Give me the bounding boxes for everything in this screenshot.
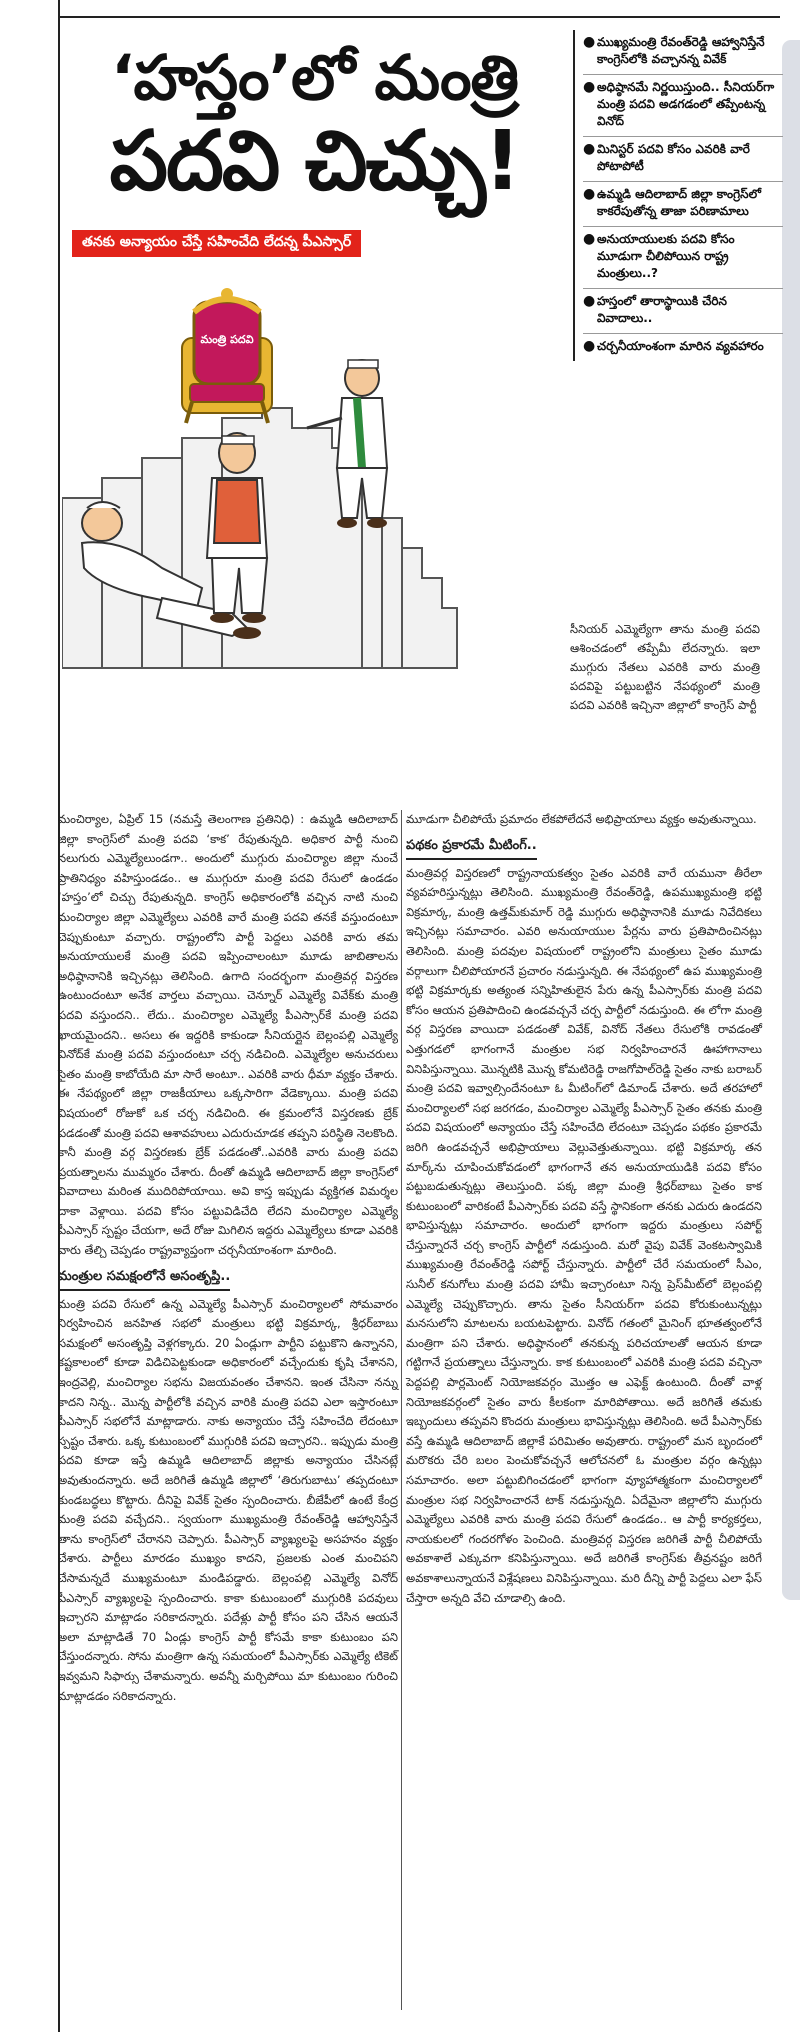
highlight-item: [583, 182, 783, 227]
highlight-item: [583, 289, 783, 334]
highlights-sidebar: [573, 30, 783, 361]
highlight-text: హస్తంలో తారాస్థాయికి చేరిన వివాదాలు..: [597, 294, 727, 325]
headline-line-1: ‘హస్తం’లో మంత్రి: [110, 41, 519, 114]
bullet-icon: ●: [583, 34, 596, 50]
headline-line-2: పదవి చిచ్చు!: [109, 114, 520, 209]
page-edge: [782, 40, 800, 1600]
subheading: మంత్రుల సమక్షంలోనే అసంతృప్తి..: [58, 1267, 230, 1291]
cartoon-illustration: [62, 268, 562, 776]
bullet-icon: ●: [583, 231, 596, 247]
bullet-icon: ●: [583, 79, 596, 95]
article-column-1: [58, 810, 398, 1706]
highlight-item: [583, 75, 783, 137]
highlight-text: అనుయాయులకు పదవి కోసం మూడుగా చీలిపోయిన రాష్ట్ర మంత్రులు..?: [597, 232, 735, 280]
column-divider: [401, 810, 402, 2010]
highlight-text: అధిష్ఠానమే నిర్ణయిస్తుంది.. సీనియర్‌గా మంత్రి పదవి అడగడంలో తప్పేంటన్న వినోద్: [597, 80, 775, 128]
highlight-text: చర్చనీయాంశంగా మారిన వ్యవహారం: [597, 339, 764, 353]
bullet-icon: ●: [583, 141, 596, 157]
tagline-banner: తనకు అన్యాయం చేస్తే సహించేది లేదన్న పీఎస్సార్: [72, 230, 361, 257]
highlight-item: [583, 137, 783, 182]
throne-icon: [182, 288, 272, 423]
paragraph: మంత్రి పదవి రేసులో ఉన్న ఎమ్మెల్యే పీఎస్సార్ మంచిర్యాలలో సోమవారం నిర్వహించిన జనహిత సభలో మంత్రులు భట్టి విక్రమార్క, శ్రీధర్‌బాబు సమక్షంలో అసంతృప్తి వెళ్లగక్కారు. 20 ఏండ్లుగా పార్టీని పట్టుకొని ఉన్నానని, కష్టకాలంలో కూడా విడిచిపెట్టకుండా అధికారంలో వచ్చేందుకు కృషి చేశానని, ఇంద్రవెల్లి, మంచిర్యాల సభను విజయవంతం చేశానని. ఇంత చేసినా నన్ను కాదని నిన్న.. మొన్న పార్టీలోకి వచ్చిన వారికి మంత్రి పదవి ఎలా ఇస్తారంటూ పీఎస్సార్ సభలోనే మాట్లాడారు. నాకు అన్యాయం చేస్తే సహించేది లేదంటూ స్పష్టం చేశారు. ఒక్క కుటుంబంలో ముగ్గురికి పదవి ఇచ్చారని.. ఇప్పుడు మంత్రి పదవి కూడా ఇస్తే ఉమ్మడి ఆదిలాబాద్ జిల్లాకు అన్యాయం చేసినట్లే అవుతుందన్నారు. అదే జరిగితే ఉమ్మడి జిల్లాలో ‘తిరుగుబాటు’ తప్పదంటూ కుండబద్ధలు కొట్టారు. దీనిపై వివేక్ సైతం స్పందించారు. బీజేపీలో ఉంటే కేంద్ర మంత్రి పదవి వచ్చేదని.. స్వయంగా ముఖ్యమంత్రి రేవంత్‌రెడ్డి ఆహ్వానిస్తేనే తాను కాంగ్రెస్‌లో చేరానని చెప్పారు. పీఎస్సార్ వ్యాఖ్యలపై అసహనం వ్యక్తం చేశారు. పార్టీలు మారడం ముఖ్యం కాదని, ప్రజలకు ఎంత మంచిపని చేసామన్నదే ముఖ్యమంటూ మండిపడ్డారు. బెల్లంపల్లి ఎమ్మెల్యే వినోద్ పీఎస్సార్ వ్యాఖ్యలపై స్పందించారు. కాకా కుటుంబంలో ముగ్గురికి పదవులు ఇచ్చారని మాట్లాడం సరికాదన్నారు. పదేళ్లు పార్టీ కోసం పని చేసిన ఆయనే అలా మాట్లాడితే 70 ఏండ్లు కాంగ్రెస్ పార్టీ కోసమే కాకా కుటుంబం పని చేస్తుందన్నారు. సోను మంత్రిగా ఉన్న సమయంలో పీఎస్సార్‌కు ఎమ్మెల్యే టికెట్ ఇవ్వమని సిఫార్సు చేశామన్నారు. అవన్నీ మర్చిపోయి మా కుటుంబం గురించి మాట్లాడడం సరికాదన్నారు.: [58, 1296, 398, 1703]
highlight-text: ఉమ్మడి ఆదిలాబాద్ జిల్లా కాంగ్రెస్‌లో కాకరేపుతోన్న తాజా పరిణామాలు: [597, 187, 761, 218]
paragraph: మంత్రివర్గ విస్తరణలో రాష్ట్రనాయకత్వం సైతం ఎవరికి వారే యమునా తీరేలా వ్యవహరిస్తున్నట్లు తెలిసింది. ముఖ్యమంత్రి రేవంత్‌రెడ్డి, ఉపముఖ్యమంత్రి భట్టి విక్రమార్క, మంత్రి ఉత్తమ్‌కుమార్ రెడ్డి ముగ్గురు అధిష్ఠానానికి మూడు నివేదికలు ఇచ్చినట్లు సమాచారం. ఎవరి అనుయాయుల పేర్లను వారు ప్రతిపాదించినట్లు తెలిసింది. మంత్రి పదవుల విషయంలో రాష్ట్రంలోని మంత్రులు సైతం మూడు వర్గాలుగా చీలిపోయారనే ప్రచారం నడుస్తున్నది. ఈ నేపథ్యంలో ఉప ముఖ్యమంత్రి భట్టి విక్రమార్కకు అత్యంత సన్నిహితులైన పేరు ఉన్న పీఎస్సార్‌కు మంత్రి పదవి కోసం ఆయన ప్రతిపాదించి ఉండవచ్చనే చర్చ పార్టీలో నడుస్తుంది. ఈ లోగా మంత్రి వర్గ విస్తరణ వాయిదా పడడంతో వివేక్, వినోద్ నేతలు రేసులోకి రావడంతో ఎత్తుగడలో భాగంగానే మంత్రుల సభ నిర్వహించారనే ఊహాగానాలు వినిపిస్తున్నాయి. మొన్నటికి మొన్న కోమటిరెడ్డి రాజగోపాల్‌రెడ్డి సైతం నాకు బరాబర్ మంత్రి పదవి ఇవ్వాల్సిందేనంటూ ఓ మీటింగ్‌లో డిమాండ్ చేశారు. అదే తరహాలో మంచిర్యాలలో సభ జరగడం, మంచిర్యాల ఎమ్మెల్యే పీఎస్సార్ సైతం తనకు మంత్రి పదవి విషయంలో అన్యాయం చేస్తే సహించేది లేదంటూ చెప్పడం పథకం ప్రకారమే జరిగి ఉండవచ్చనే అభిప్రాయాలు వెల్లువెత్తుతున్నాయి. భట్టి విక్రమార్క తన మార్క్‌ను చూపించుకోవడంలో భాగంగానే తన అనుయాయుడికి పదవి కోసం పట్టుబడుతున్నట్లు తెలుస్తుంది. పక్క జిల్లా మంత్రి శ్రీధర్‌బాబు సైతం కాక కుటుంబంలో వారికంటే పీఎస్సార్‌కు పదవి వస్తే స్థానికంగా తనకు ఎదురు ఉండదని భావిస్తున్నట్లు సమాచారం. అందులో భాగంగా ఇద్దరు మంత్రులు సపోర్ట్ చేస్తున్నారనే చర్చ కాంగ్రెస్ పార్టీలో నడుస్తుంది. మరో వైపు వివేక్ వెంకటస్వామికి ముఖ్యమంత్రి రేవంత్‌రెడ్డి సపోర్ట్ చేస్తున్నారు. పార్టీలో చేరే సమయంలో సీఎం, సునీల్ కనుగోలు మంత్రి పదవి హామీ ఇచ్చారంటూ నిన్న ప్రెస్‌మీట్‌లో బెల్లంపల్లి ఎమ్మెల్యే చెప్పుకొచ్చారు. తాను సైతం సీనియర్‌గా పదవి కోరుకుంటున్నట్లు మనసులోని మాటలను బయటపెట్టారు. వినోద్ గతంలో మైనింగ్ భూతత్వంలోనే మంత్రిగా పని చేశారు. అధిష్ఠానంలో తనకున్న పరిచయాలతో ఆయన కూడా గట్టిగానే ప్రయత్నాలు చేస్తున్నారు. కాక కుటుంబంలో ఎవరికి మంత్రి పదవి వచ్చినా పెద్దపల్లి పార్లమెంట్ నియోజకవర్గం మొత్తం ఆ ఎఫెక్ట్ ఉంటుంది. దీంతో వాళ్ల నియోజకవర్గంలో సైతం వారు కీలకంగా మారిపోతాయి. అదే జరిగితే తమకు ఇబ్బందులు తప్పవని కొందరు మంత్రులు భావిస్తున్నట్లు తెలిసింది. అదే పీఎస్సార్‌కు వస్తే ఉమ్మడి ఆదిలాబాద్ జిల్లాకే పరిమితం అవుతారు. రాష్ట్రంలో మన బృందంలో మరొకరు చేరి బలం పెంచుకోవచ్చనే ఆలోచనలో ఓ మంత్రుల వర్గం ఉన్నట్లు సమాచారం. అలా పట్టుబిగించడంలో భాగంగా వ్యూహాత్మకంగా మంచిర్యాలలో మంత్రుల సభ నిర్వహించారనే టాక్ నడుస్తున్నది. ఏదేమైనా జిల్లాలోని ముగ్గురు ఎమ్మెల్యేలు ఎవరికి వారు మంత్రి పదవి రేసులో ఉండడం.. ఆ పార్టీ కార్యకర్తలు, నాయకులలో గందరగోళం పెంచింది. మంత్రివర్గ విస్తరణ జరిగితే పార్టీ చీలిపోయే అవకాశాలే ఎక్కువగా కనిపిస్తున్నాయి. అదే జరిగితే కాంగ్రెస్‌కు తీవ్రనష్టం జరిగే అవకాశాలున్నాయనే విశ్లేషణలు వినిపిస్తున్నాయి. మరి దీన్ని పార్టీ పెద్దలు ఎలా ఫేస్ చేస్తారా అన్నది వేచి చూడాల్సి ఉంది.: [406, 865, 762, 1605]
bullet-icon: ●: [583, 186, 596, 202]
bullet-icon: ●: [583, 338, 596, 354]
article-column-2: [406, 810, 762, 1608]
cartoon-caption: సీనియర్ ఎమ్మెల్యేగా తాను మంత్రి పదవి ఆశించడంలో తప్పేమీ లేదన్నారు. ఇలా ముగ్గురు నేతలు ఎవరికి వారు మంత్రి పదవిపై పట్టుబట్టిన నేపథ్యంలో మంత్రి పదవి ఎవరికి ఇచ్చినా జిల్లాలో కాంగ్రెస్ పార్టీ: [570, 622, 760, 712]
highlight-text: ముఖ్యమంత్రి రేవంత్‌రెడ్డి ఆహ్వానిస్తేనే కాంగ్రెస్‌లోకి వచ్చానన్న వివేక్: [597, 35, 765, 66]
top-rule: [58, 16, 780, 18]
headline: [62, 40, 567, 208]
highlight-item: [583, 227, 783, 289]
subheading: పథకం ప్రకారమే మీటింగ్..: [406, 836, 537, 860]
highlight-text: మినిస్టర్ పదవి కోసం ఎవరికి వారే పోటాపోటీ: [597, 142, 750, 173]
paragraph: మూడుగా చీలిపోయే ప్రమాదం లేకపోలేదనే అభిప్రాయాలు వ్యక్తం అవుతున్నాయి.: [406, 812, 757, 826]
paragraph: మంచిర్యాల, ఏప్రిల్ 15 (నమస్తే తెలంగాణ ప్రతినిధి) : ఉమ్మడి ఆదిలాబాద్ జిల్లా కాంగ్రెస్‌లో మంత్రి పదవి ‘కాక’ రేపుతున్నది. అధికార పార్టీ నుంచి నలుగురు ఎమ్మెల్యేలుండగా.. అందులో ముగ్గురు మంచిర్యాల జిల్లా నుంచే ప్రాతినిధ్యం వహిస్తుండడం.. ఆ ముగ్గురూ మంత్రి పదవి రేసులో ఉండడం ‘హస్తం’లో చిచ్చు రేపుతున్నది. కాంగ్రెస్ అధికారంలోకి వచ్చిన నాటి నుంచి మంచిర్యాల జిల్లా ఎమ్మెల్యేలు ఎవరికి వారే మంత్రి పదవి తనకే వస్తుందంటూ చెప్పుకుంటూ వచ్చారు. రాష్ట్రంలోని పార్టీ పెద్దలు ఎవరికి వారు తమ అనుయాయులకే మంత్రి పదవి ఇప్పించాలంటూ మూడు జాబితాలను అధిష్ఠానానికి ఇచ్చినట్లు తెలిసింది. ఉగాది సందర్భంగా మంత్రివర్గ విస్తరణ ఉంటుందంటూ అనేక వార్తలు వచ్చాయి. చెన్నూర్ ఎమ్మెల్యే వివేక్‌కు మంత్రి పదవి వస్తుందని.. లేదు.. మంచిర్యాల ఎమ్మెల్యే పీఎస్సార్‌కే మంత్రి పదవి ఖాయమైందని.. అసలు ఈ ఇద్దరికి కాకుండా సీనియర్లైన బెల్లంపల్లి ఎమ్మెల్యే వినోద్‌కే మంత్రి పదవి వస్తుందంటూ చర్చ నడిచింది. ఎమ్మెల్యేల అనుచరులు సైతం మంత్రి కాబోయేది మా సారే అంటూ.. ఎవరికి వారు ధీమా వ్యక్తం చేశారు. ఈ నేపథ్యంలో జిల్లా రాజకీయాలు ఒక్కసారిగా వేడెక్కాయి. మంత్రి పదవి విషయంలో రోజుకో ఒక చర్చ నడిచింది. ఈ క్రమంలోనే విస్తరణకు బ్రేక్ పడడంతో మంత్రి పదవి ఆశావహులు ఎదురుచూడక తప్పని పరిస్థితి నెలకొంది. కానీ మంత్రి వర్గ విస్తరణకు బ్రేక్ పడడంతో..ఎవరికి వారు మంత్రి పదవి ప్రయత్నాలను ముమ్మరం చేశారు. దీంతో ఉమ్మడి ఆదిలాబాద్ జిల్లా కాంగ్రెస్‌లో వివాదాలు మరింత ముదిరిపోయాయి. అవి కాస్త ఇప్పుడు వ్యక్తిగత విమర్శల దాకా వెళ్లాయి. పదవి కోసం పట్టువిడిచేది లేదని మంచిర్యాల ఎమ్మెల్యే పీఎస్సార్ స్పష్టం చేయగా, అదే రోజు మిగిలిన ఇద్దరు ఎమ్మెల్యేలు కూడా ఎవరికి వారు తేల్చి చెప్పడం రాష్ట్రవ్యాప్తంగా చర్చనీయాంశంగా మారింది.: [58, 812, 398, 1258]
highlight-item: [583, 30, 783, 75]
bullet-icon: ●: [583, 293, 596, 309]
highlight-item: [583, 334, 783, 361]
throne-label: మంత్రి పదవి: [200, 333, 254, 346]
